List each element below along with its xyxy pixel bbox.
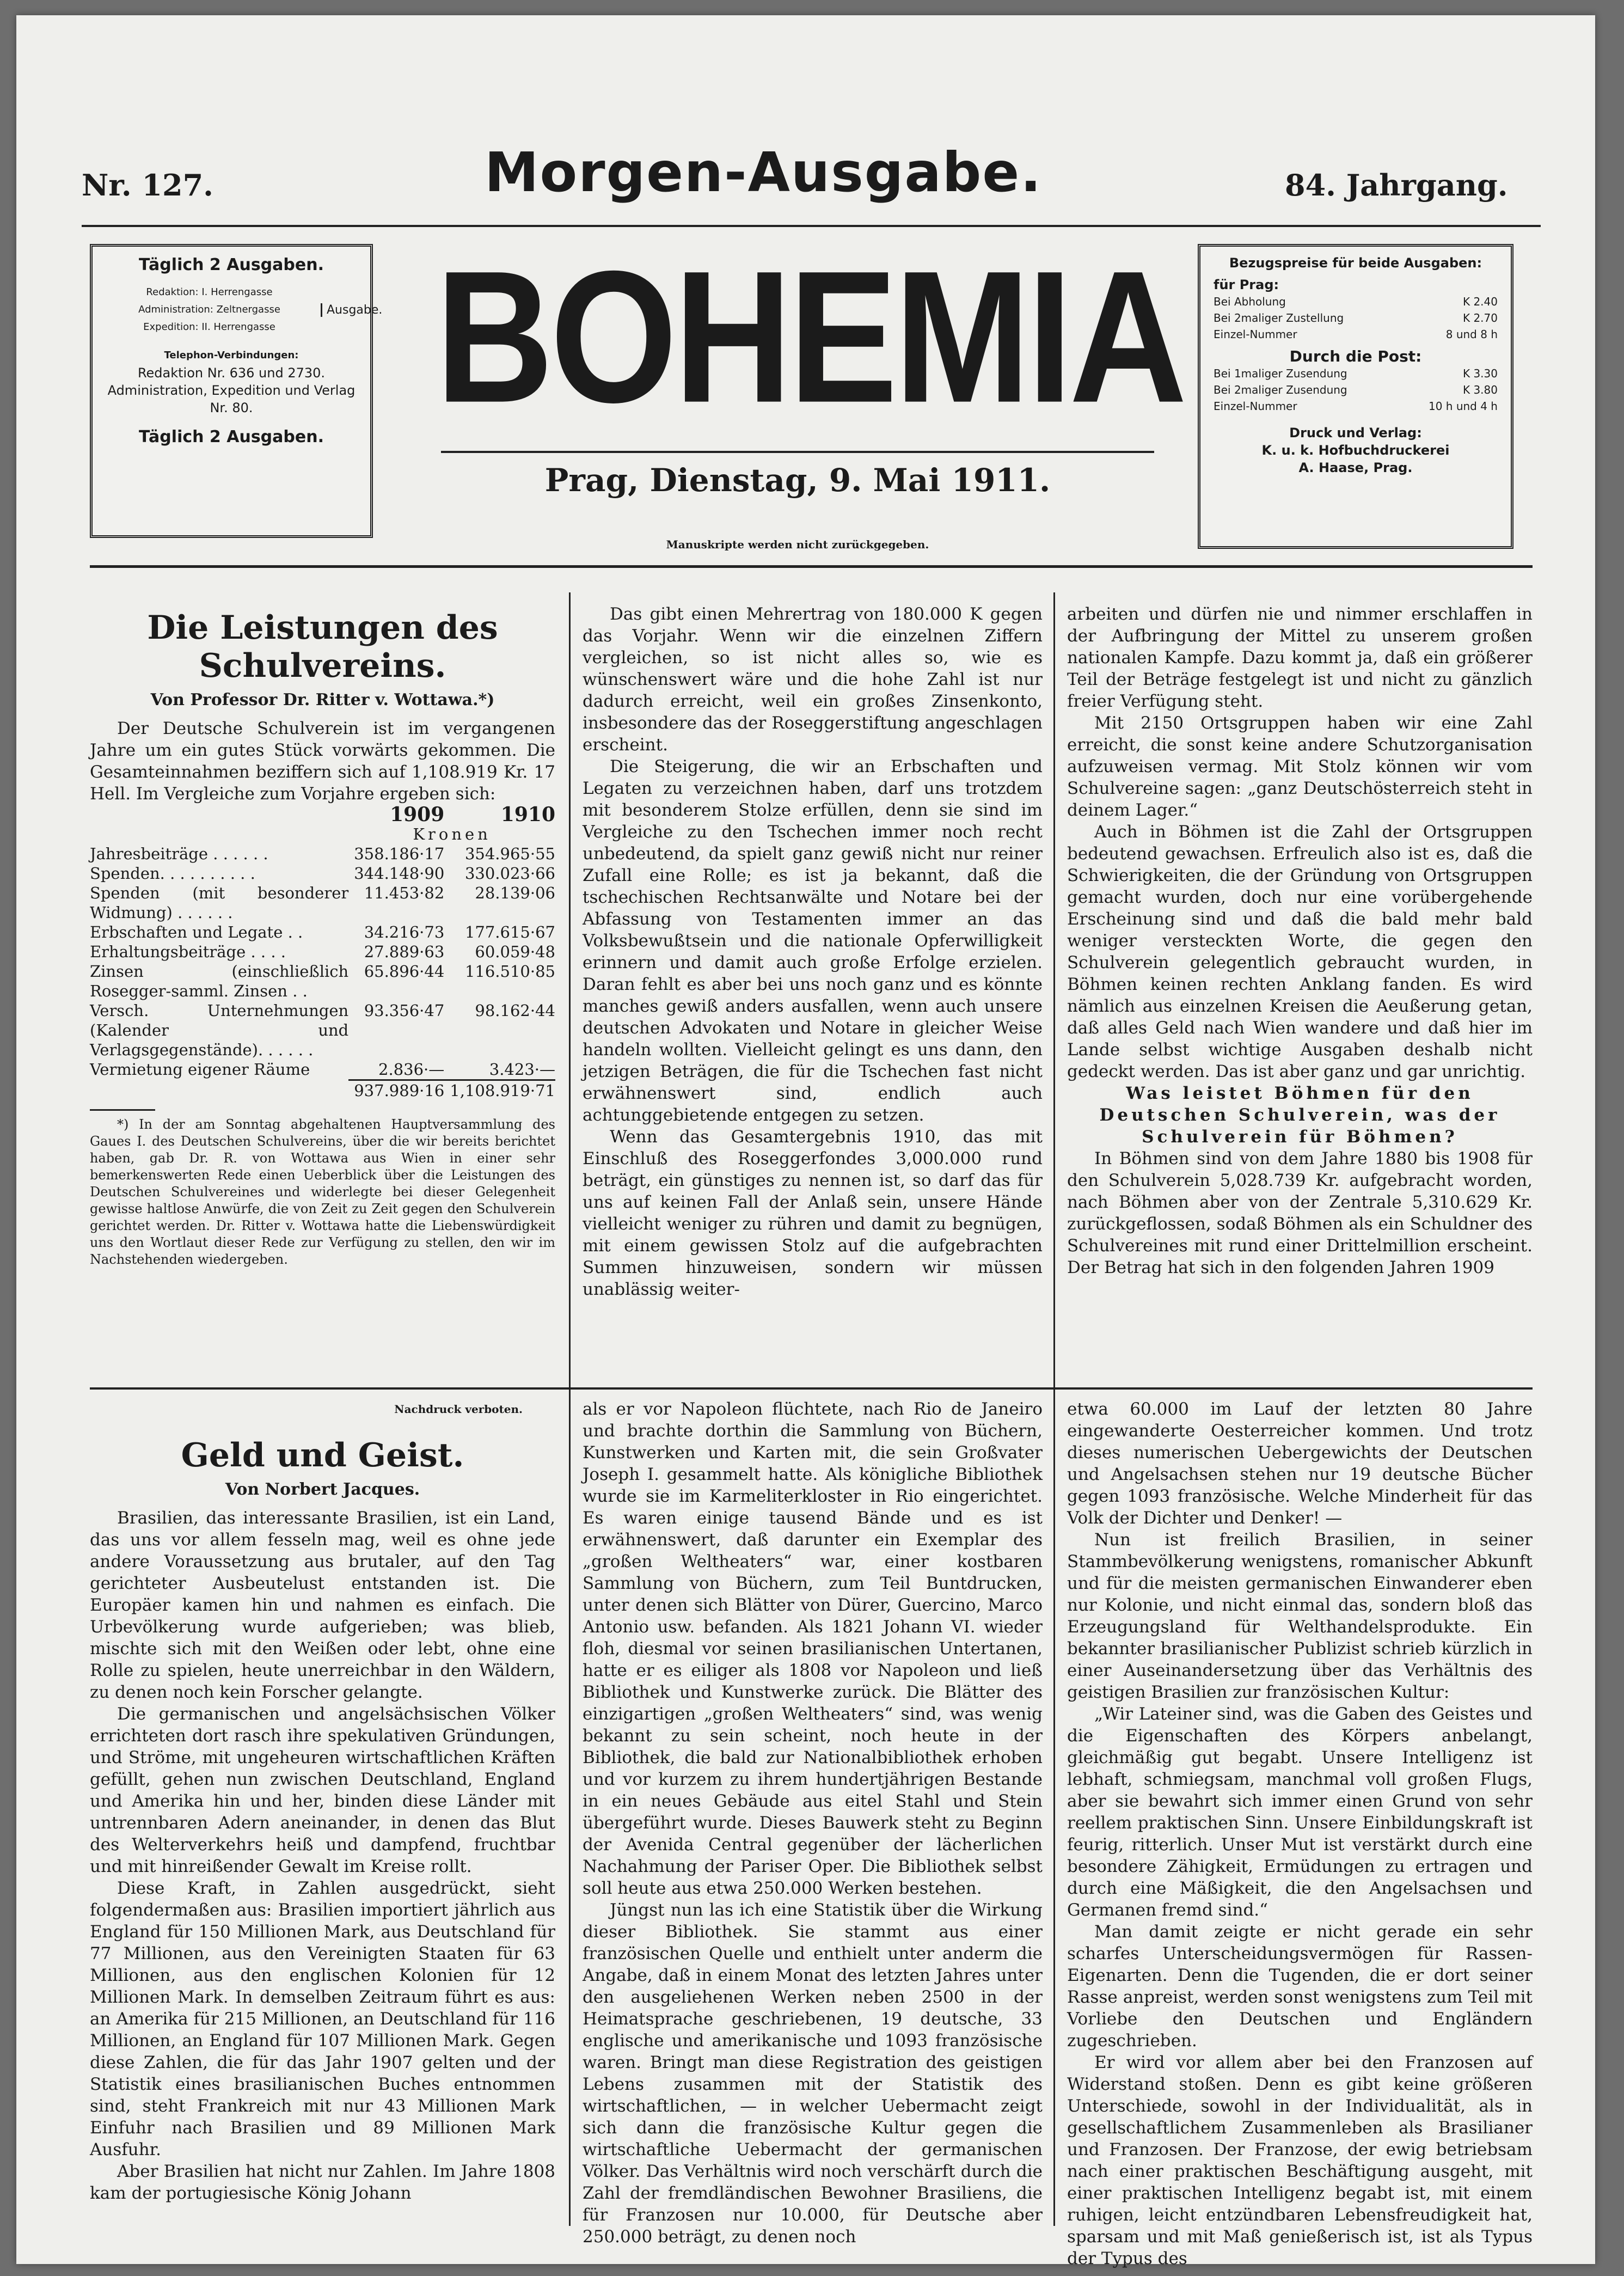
finance-row	[90, 864, 555, 883]
finance-value: 358.186·17	[354, 845, 445, 863]
footnote-rule	[90, 1109, 155, 1111]
article1-intro: Der Deutsche Schulverein ist im vergangenen Jahre um ein gutes Stück vorwärts gekommen. Die Gesamteinnahmen beziffern sich auf 1,108.919 Kr. 17 Hell. Im Vergleiche zum Vorjahre ergeben sich:	[90, 719, 555, 804]
edition-title: Morgen-Ausgabe.	[485, 140, 1043, 204]
finance-label: Erhaltungsbeiträge . . . .	[90, 943, 286, 961]
finance-value: 1,108.919·71	[444, 1080, 555, 1101]
finance-label: Jahresbeiträge . . . . . .	[90, 845, 268, 863]
finance-label: Versch. Unternehmungen (Kalender und Verlagsgegenstände). . . . . .	[90, 1001, 349, 1059]
phone-admin: Administration, Expedition und Verlag Nr. 80.	[107, 383, 356, 415]
article-divider-rule	[90, 1387, 1533, 1390]
paragraph: Nun ist freilich Brasilien, in seiner Stammbevölkerung wenigstens, romanischer Abkunft und für die meisten germanischen Einwanderer eben nur Kolonie, und nicht einmal das, sondern bloß das Erzeugungsland für Welthandelsprodukte. Ein bekannter brasilianischer Publizist schrieb kürzlich in einer Auseinandersetzung über das Verhältnis des geistigen Brasilien zur französischen Kultur:	[1067, 1530, 1533, 1702]
finance-row	[90, 922, 555, 942]
finance-label: Erbschaften und Legate . .	[90, 923, 303, 941]
issue-number: Nr. 127.	[82, 168, 213, 203]
paragraph: Wenn das Gesamtergebnis 1910, das mit Einschluß des Roseggerfondes 3,000.000 rund beträgt, ein günstiges zu nennen ist, so darf das für uns auf keinen Fall der Anlaß sein, unsere Hände vielleicht weniger zu rühren und damit zu begnügen, mit einem gewissen Stolz auf die aufgebrachten Summen hinzuweisen, sondern wir müssen unablässig weiter-	[583, 1127, 1043, 1299]
right-price-box	[1198, 244, 1513, 549]
reprint-note: Nachdruck verboten.	[394, 1403, 523, 1416]
paragraph: etwa 60.000 im Lauf der letzten 80 Jahre eingewanderte Oesterreicher kommen. Und trotz dieses numerischen Uebergewichts der Deutschen und Angelsachsen stehen nur 19 deutsche Bücher gegen 1093 französische. Welche Minderheit für das Volk der Dichter und Denker! —	[1067, 1399, 1533, 1528]
finance-rows	[90, 844, 555, 1100]
header-bottom-rule	[90, 565, 1533, 568]
address-side-label: Ausgabe.	[321, 303, 365, 317]
printer-name: K. u. k. Hofbuchdruckerei	[1261, 443, 1450, 458]
finance-label: Spenden. . . . . . . . . .	[90, 864, 255, 883]
paragraph: Er wird vor allem aber bei den Franzosen auf Widerstand stoßen. Denn es gibt keine größeren Unterschiede, sowohl in der Individualität, als in gesellschaftlichem Zusammenleben als Brasilianer und Franzosen. Der Franzose, der ewig betriebsam nach einer praktischen Beschäftigung ausgeht, mit einer praktischen Intelligenz begabt ist, mit einem ruhigen, leicht entzündbaren Lebensfreudigkeit hat, sparsam und mit Maß genießerisch ist, ist als Typus der Typus des	[1067, 2053, 1533, 2268]
finance-row	[90, 844, 555, 864]
paragraph: Aber Brasilien hat nicht nur Zahlen. Im Jahre 1808 kam der portugiesische König Johann	[90, 2162, 555, 2203]
masthead-rule	[441, 451, 1154, 453]
finance-value: 34.216·73	[364, 923, 445, 941]
article1-subheading: Was leistet Böhmen für den Deutschen Schulverein, was der Schulverein für Böhmen?	[1099, 1084, 1500, 1147]
printer-city: A. Haase, Prag.	[1298, 460, 1413, 475]
finance-value: 2.836·—	[378, 1060, 445, 1079]
article2-column3	[1067, 1398, 1533, 2268]
column-rule	[1053, 592, 1055, 2226]
finance-row	[90, 1080, 555, 1101]
article1-byline: Von Professor Dr. Ritter v. Wottawa.*)	[150, 690, 495, 709]
paragraph: In Böhmen sind von dem Jahre 1880 bis 1908 für den Schulverein 5,028.739 Kr. aufgebracht worden, nach Böhmen aber von der Zentrale 5,310.629 Kr. zurückgeflossen, sodaß Böhmen als ein Schuldner des Schulvereines mit rund einer Drittelmillion erscheint. Der Betrag hat sich in den folgenden Jahren 1909	[1067, 1149, 1533, 1277]
printer-heading: Druck und Verlag:	[1289, 425, 1422, 440]
price-row: Einzel-Nummer 10 h und 4 h	[1214, 400, 1498, 413]
paragraph: „Wir Lateiner sind, was die Gaben des Geistes und die Eigenschaften des Körpers anbelangt, gleichmäßig gut begabt. Unsere Intelligenz ist lebhaft, schmiegsam, manchmal voll großen Flugs, aber sie bewahrt sich immer einen Grund von sehr reellem praktischen Sinn. Unsere Einbildungskraft ist feurig, ritterlich. Unser Mut ist verstärkt durch eine besondere Zähigkeit, Ermüdungen zu ertragen und durch eine Mäßigkeit, die den Angelsachsen und Germanen fremd sind.“	[1067, 1704, 1533, 1920]
masthead-title: BOHEMIA	[436, 231, 1184, 442]
paragraph: Auch in Böhmen ist die Zahl der Ortsgruppen bedeutend gewachsen. Erfreulich also ist es, daß die Schwierigkeiten, die der Gründung von Ortsgruppen gemacht wurden, doch nur eine vorübergehende Erscheinung sind und daß die bald mehr bald weniger versteckten Worte, die gegen den Schulverein gelegentlich gebraucht wurden, in Böhmen keinen rechten Anklang fanden. Es wird nämlich aus einzelnen Kreisen die Aeußerung getan, daß alles Geld nach Wien wandere und daß hier im Lande selbst wichtige Ausgaben deshalb nicht gedeckt werden. Das ist aber ganz und gar unrichtig.	[1067, 822, 1533, 1081]
finance-row	[90, 1060, 555, 1080]
finance-row	[90, 962, 555, 1001]
article1-column3	[1067, 603, 1533, 1382]
header-rule	[82, 225, 1541, 227]
paragraph: Die germanischen und angelsächsischen Völker errichteten dort rasch ihre spekulativen Gründungen, und Ströme, mit ungeheuren wirtschaftlichen Kräften gefüllt, gehen nun zwischen Deutschland, England und Amerika hin und her, binden diese Länder mit untrennbaren Adern aneinander, in denen das Blut des Welterverkehrs heiß und dampfend, fruchtbar und mit hinreißender Gewalt im Kreise rollt.	[90, 1704, 555, 1876]
prague-heading: für Prag:	[1214, 277, 1279, 292]
price-row: Bei 1maliger Zusendung K 3.30	[1214, 367, 1498, 380]
finance-value: 93.356·47	[364, 1001, 445, 1020]
finance-value: 3.423·—	[489, 1060, 555, 1079]
finance-row	[90, 942, 555, 962]
paragraph: arbeiten und dürfen nie und nimmer erschlaffen in der Aufbringung der Mittel zu unserem großen nationalen Kampfe. Dazu kommt ja, daß ein größerer Teil der Beträge festgelegt ist und nicht zu gänzlich freier Verfügung steht.	[1067, 604, 1533, 711]
finance-row	[90, 883, 555, 922]
finance-value: 27.889·63	[364, 943, 445, 961]
paragraph: Man damit zeigte er nicht gerade ein sehr scharfes Unterscheidungsvermögen für Rassen-Eigenarten. Denn die Tugenden, die er dort seiner Rasse anpreist, werden sonst wenigstens zum Teil mit Vorliebe den Deutschen und Engländern zugeschrieben.	[1067, 1922, 1533, 2051]
column-rule	[569, 592, 571, 2226]
finance-label	[90, 1080, 348, 1101]
finance-value: 65.896·44	[364, 962, 445, 981]
address-line: Redaktion: I. Herrengasse	[146, 286, 273, 298]
finance-value: 98.162·44	[475, 1001, 555, 1020]
post-heading: Durch die Post:	[1289, 347, 1422, 365]
article1-column1	[90, 603, 555, 1382]
finance-value: 177.615·67	[464, 923, 555, 941]
price-row: Bei 2maliger Zustellung K 2.70	[1214, 311, 1498, 325]
phone-heading: Telephon-Verbindungen:	[164, 350, 299, 361]
price-row: Einzel-Nummer 8 und 8 h	[1214, 328, 1498, 341]
paragraph: Das gibt einen Mehrertrag von 180.000 K gegen das Vorjahr. Wenn wir die einzelnen Ziffern vergleichen, so ist nicht alles so, wie es wünschenswert wäre und die hohe Zahl ist nur dadurch erreicht, weil ein großes Zinsenkonto, insbesondere das der Roseggerstiftung angeschlagen erscheint.	[583, 604, 1043, 755]
finance-value: 116.510·85	[464, 962, 555, 981]
price-row: Bei Abholung K 2.40	[1214, 295, 1498, 308]
daily-editions: Täglich 2 Ausgaben.	[139, 255, 324, 274]
article2-column2	[583, 1398, 1043, 2248]
article1-footnote: *) In der am Sonntag abgehaltenen Hauptversammlung des Gaues I. des Deutschen Schulvereins, über die wir bereits berichtet haben, gab Dr. R. von Wottawa aus Wien in einer sehr bemerkenswerten Rede einen Ueberblick über die Leistungen des Deutschen Schulvereines und widerlegte bei dieser Gelegenheit gewisse haltlose Anwürfe, die von Zeit zu Zeit gegen den Schulverein gerichtet werden. Dr. Ritter v. Wottawa hatte die Liebenswürdigkeit uns den Wortlaut dieser Rede zur Verfügung zu stellen, den wir im Nachstehenden wiedergeben.	[90, 1117, 555, 1267]
finance-value: 937.989·16	[348, 1080, 444, 1101]
finance-label: Vermietung eigener Räume	[90, 1060, 310, 1079]
article2-title: Geld und Geist.	[181, 1436, 464, 1474]
paragraph: Die Steigerung, die wir an Erbschaften und Legaten zu verzeichnen haben, darf uns trotzdem mit besonderem Stolze erfüllen, denn sie sind im Vergleiche zu den Tschechen immer noch recht unbedeutend, da spielt ganz gewiß nicht nur reiner Zufall eine Rolle; es ist ja bekannt, daß die tschechischen Rechtsanwälte und Notare bei der Abfassung von Testamenten immer an das Volksbewußtsein und die nationale Opferwilligkeit erinnern und damit auch große Erfolge erzielen. Daran fehlt es aber bei uns noch ganz und es könnte manches gewiß anders ausfallen, wenn auch unsere deutschen Advokaten und Notare in gleicher Weise handeln wollten. Vielleicht gelingt es uns dann, den jetzigen Beträgen, die für die Tschechen fast nicht erwähnenswert sind, endlich auch achtunggebietende entgegen zu setzen.	[583, 757, 1043, 1125]
paragraph: Mit 2150 Ortsgruppen haben wir eine Zahl erreicht, die sonst keine andere Schutzorganisation aufzuweisen vermag. Mit Stolz können wir vom Schulvereine sagen: „ganz Deutschösterreich steht in deinem Lager.“	[1067, 713, 1533, 820]
finance-value: 28.139·06	[475, 884, 555, 902]
finance-value: 354.965·55	[464, 845, 555, 863]
finance-year-row: 1909 1910	[390, 803, 555, 826]
finance-label: Zinsen (einschließlich Rosegger-samml. Zinsen . .	[90, 962, 349, 1000]
address-line: Administration: Zeltnergasse	[138, 304, 280, 315]
article2-column1	[90, 1398, 555, 2248]
finance-label: Spenden (mit besonderer Widmung) . . . . . .	[90, 884, 349, 922]
article2-byline: Von Norbert Jacques.	[225, 1480, 420, 1499]
finance-value: 344.148·90	[354, 864, 445, 883]
article1-column2	[583, 603, 1043, 1382]
paragraph: Jüngst nun las ich eine Statistik über die Wirkung dieser Bibliothek. Sie stammt aus einer französischen Quelle und enthielt unter anderm die Angabe, daß in einem Monat des letzten Jahres unter den ausgeliehenen Werken neben 2500 in der Heimatsprache geschriebenen, 19 deutsche, 33 englische und amerikanische und 1093 französische waren. Bringt man diese Registration des geistigen Lebens zusammen mit der Statistik des wirtschaftlichen, — in welcher Uebermacht zeigt sich dann die französische Kultur gegen die wirtschaftliche Uebermacht der germanischen Völker. Das Verhältnis wird noch verschärft durch die Zahl der fremdländischen Bewohner Brasiliens, die für Franzosen nur 10.000, für Deutsche aber 250.000 beträgt, zu denen noch	[583, 1900, 1043, 2247]
left-info-box	[90, 244, 383, 538]
manuscripts-note: Manuskripte werden nicht zurückgegeben.	[666, 538, 929, 551]
finance-table	[90, 805, 555, 1100]
address-line: Expedition: II. Herrengasse	[143, 321, 275, 333]
daily-editions-bottom: Täglich 2 Ausgaben.	[139, 427, 324, 446]
paragraph: als er vor Napoleon flüchtete, nach Rio de Janeiro und brachte dorthin die Sammlung von Büchern, Kunstwerken und Karten mit, die sein Großvater Joseph I. gesammelt hatte. Als königliche Bibliothek wurde sie im Karmeliterkloster in Rio eingerichtet. Es waren einige tausend Bände und es ist erwähnenswert, daß darunter ein Exemplar des „großen Weltheaters“ war, einer kostbaren Sammlung von Büchern, zum Teil Buntdrucken, unter denen sich Blätter von Dürer, Guercino, Marco Antonio usw. befanden. Als 1821 Johann VI. wieder floh, diesmal vor seinen brasilianischen Untertanen, hatte er es eiliger als 1808 vor Napoleon und ließ Bibliothek und Kunstwerke zurück. Die Blätter des einzigartigen „großen Weltheaters“ sind, was wenig bekannt zu sein scheint, noch heute in der Bibliothek, die bald zur Nationalbibliothek erhoben und vor kurzem zu ihrem hundertjährigen Bestande in ein neues Gebäude aus eitel Stahl und Stein übergeführt wurde. Dieses Bauwerk steht zu Beginn der Avenida Central gegenüber der lächerlichen Nachahmung der Pariser Oper. Die Bibliothek selbst soll heute aus etwa 250.000 Werken bestehen.	[583, 1399, 1043, 1898]
finance-value: 11.453·82	[364, 884, 445, 902]
price-row: Bei 2maliger Zusendung K 3.80	[1214, 383, 1498, 396]
finance-row	[90, 1001, 555, 1060]
paragraph: Diese Kraft, in Zahlen ausgedrückt, sieht folgendermaßen aus: Brasilien importiert jährlich aus England für 150 Millionen Mark, aus Deutschland für 77 Millionen, aus den Vereinigten Staaten für 63 Millionen, aus den englischen Kolonien für 12 Millionen Mark. In demselben Zeitraum führt es aus: an Amerika für 215 Millionen, an Deutschland für 116 Millionen, an England für 107 Millionen Mark. Gegen diese Zahlen, die für das Jahr 1907 gelten und der Statistik eines brasilianischen Buches entnommen sind, steht Frankreich mit nur 43 Millionen Mark Einfuhr nach Brasilien und 89 Millionen Mark Ausfuhr.	[90, 1879, 555, 2159]
phone-editorial: Redaktion Nr. 636 und 2730.	[137, 365, 326, 381]
volume-year: 84. Jahrgang.	[1285, 168, 1508, 203]
paragraph: Brasilien, das interessante Brasilien, ist ein Land, das uns vor allem fesseln mag, weil es ohne jede andere Voraussetzung aus brutaler, auf den Tag gerichteter Ausbeutelust entstanden ist. Die Europäer kamen hin und nahmen es einfach. Die Urbevölkerung wurde aufgerieben; was blieb, mischte sich mit den Weißen oder lebt, ohne eine Rolle zu spielen, heute unerreichbar in den Wäldern, zu denen noch kein Forscher gelangte.	[90, 1508, 555, 1702]
dateline: Prag, Dienstag, 9. Mai 1911.	[544, 462, 1051, 499]
article1-title: Die Leistungen des Schulvereins.	[147, 609, 498, 685]
prices-heading: Bezugspreise für beide Ausgaben:	[1229, 255, 1482, 271]
finance-value: 60.059·48	[475, 943, 555, 961]
newspaper-page	[16, 15, 1595, 2268]
finance-currency-row: Kronen	[413, 825, 491, 843]
finance-value: 330.023·66	[464, 864, 555, 883]
